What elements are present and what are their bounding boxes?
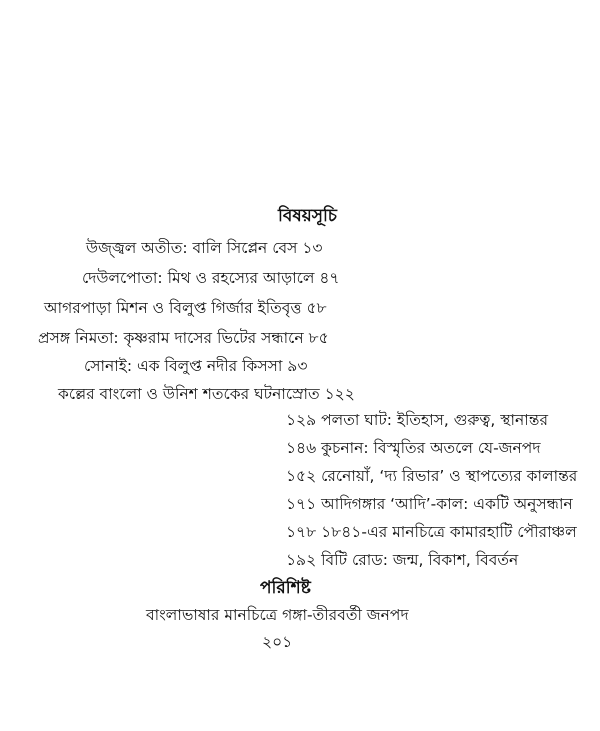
toc-entry: ১৫২ রেনোয়াঁ, ‘দ্য রিভার’ ও স্থাপত্যের কালান্তর xyxy=(286,467,578,485)
toc-entry: কল্লের বাংলো ও উনিশ শতকের ঘটনাস্রোত ১২২ xyxy=(58,385,355,403)
toc-entry: ১৪৬ কুচনান: বিস্মৃতির অতলে যে-জনপদ xyxy=(286,439,541,457)
appendix-page-number: ২০১ xyxy=(262,633,293,651)
toc-entry: ১২৯ পলতা ঘাট: ইতিহাস, গুরুত্ব, স্থানান্তর xyxy=(286,411,548,429)
toc-entry: ১৯২ বিটি রোড: জন্ম, বিকাশ, বিবর্তন xyxy=(286,551,519,569)
toc-entry: প্রসঙ্গ নিমতা: কৃষ্ণরাম দাসের ভিটের সন্ধানে ৮৫ xyxy=(38,329,329,347)
toc-entry: আগরপাড়া মিশন ও বিলুপ্ত গির্জার ইতিবৃত্ত ৫৮ xyxy=(44,299,327,317)
appendix-entry: বাংলাভাষার মানচিত্রে গঙ্গা-তীরবর্তী জনপদ xyxy=(146,606,409,624)
toc-entry: উজ্জ্বল অতীত: বালি সিপ্লেন বেস ১৩ xyxy=(86,239,323,257)
toc-heading: বিষয়সূচি xyxy=(278,206,337,226)
toc-entry: দেউলপোতা: মিথ ও রহস্যের আড়ালে ৪৭ xyxy=(82,269,340,287)
toc-entry: সোনাই: এক বিলুপ্ত নদীর কিসসা ৯৩ xyxy=(84,357,308,375)
appendix-heading: পরিশিষ্ট xyxy=(260,578,311,598)
toc-entry: ১৭৮ ১৮৪১-এর মানচিত্রে কামারহাটি পৌরাঞ্চল xyxy=(286,523,577,541)
toc-entry: ১৭১ আদিগঙ্গার ‘আদি’-কাল: একটি অনুসন্ধান xyxy=(286,495,573,513)
